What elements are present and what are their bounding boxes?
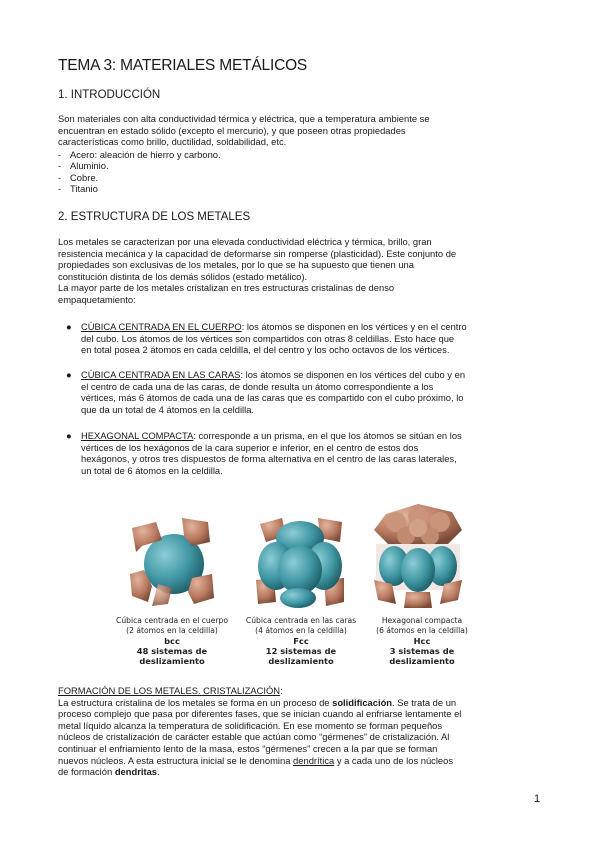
- bullet-fcc: ● CÚBICA CENTRADA EN LAS CARAS: los átomos se disponen en los vértices del cubo y en el centro de cada una de las caras, de donde resulta un átomo correspondiente a los vértices, más 6 átomos de cada una de las caras que es compartido con el cubo próximo, lo que da un total de 4 átomos en la celdilla.: [66, 369, 466, 415]
- crystallization-section: FORMACIÓN DE LOS METALES. CRISTALIZACIÓN: La estructura cristalina de los metales se forma en un proceso de solidificación. Se trata de un proceso complejo que pasa por diferentes fases, que se inician cuando al enfriarse lentamente el metal líquido alcanza la temperatura de solidificación. En ese momento se forman pequeños núcleos de cristalización de carácter estable que actúan como “gérmenes” de cristalización. Al continuar el enfriamiento lento de la masa, estos “gérmenes” crecen a la par que se forman nuevos núcleos. A esta estructura inicial se le denomina dendrítica y a cada uno de los núcleos de formación dendritas.: [58, 685, 540, 778]
- hcp-unit-cell-image: [366, 500, 470, 612]
- structure-paragraph: Los metales se caracterizan por una elevada conductividad eléctrica y térmica, brillo, gran resistencia mecánica y la capacidad de deformarse sin romperse (plasticidad). Este conjunto de propiedades son exclusivas de los metales, por lo que se ha supuesto que tienen una constitución distinta de los demás sólidos (estado metálico). La mayor parte de los metales cristalizan en tres estructuras cristalinas de denso empaquetamiento:: [58, 236, 457, 305]
- intro-paragraph: Son materiales con alta conductividad térmica y eléctrica, que a temperatura ambiente se encuentran en estado sólido (excepto el mercurio), y que poseen otras propiedades características como brillo, ductilidad, soldabilidad, etc.: [58, 113, 430, 148]
- metal-examples-list: [58, 149, 221, 194]
- section-heading-cristalizacion: FORMACIÓN DE LOS METALES. CRISTALIZACIÓN:: [58, 685, 283, 696]
- bcc-unit-cell-image: [122, 512, 222, 612]
- fcc-caption: Cúbica centrada en las caras (4 átomos en la celdilla) Fcc 12 sistemas de deslizamiento: [245, 616, 357, 666]
- bullet-hcp: ● HEXAGONAL COMPACTA: corresponde a un prisma, en el que los átomos se sitúan en los vértices de los hexágonos de la cara superior e inferior, en el centro de estos dos hexágonos, y otros tres dispuestos de forma alternativa en el centro de las caras laterales, un total de 6 átomos en la celdilla.: [66, 430, 462, 476]
- page-number: 1: [534, 793, 541, 805]
- bullet-dot-icon: ●: [66, 430, 72, 441]
- list-item: - Acero: aleación de hierro y carbono.: [58, 149, 221, 160]
- fcc-unit-cell-image: [248, 512, 353, 612]
- list-item: - Cobre.: [58, 172, 221, 183]
- page-title: TEMA 3: MATERIALES METÁLICOS: [58, 57, 308, 74]
- bullet-bcc: ● CÚBICA CENTRADA EN EL CUERPO: los átomos se disponen en los vértices y en el centro del cubo. Los átomos de los vértices son compartidos con otras 8 celdillas. Esto hace que en total posea 2 átomos en cada celdilla, el del centro y los ocho octavos de los vértices.: [66, 321, 467, 356]
- list-item: - Aluminio.: [58, 160, 221, 171]
- bcc-caption: Cúbica centrada en el cuerpo (2 átomos en la celdilla) bcc 48 sistemas de deslizamiento: [116, 616, 228, 666]
- section-heading-introduccion: 1. INTRODUCCIÓN: [58, 89, 161, 101]
- list-item: - Titanio: [58, 183, 221, 194]
- section-heading-estructura: 2. ESTRUCTURA DE LOS METALES: [58, 211, 251, 223]
- bullet-dot-icon: ●: [66, 369, 72, 380]
- hcp-caption: Hexagonal compacta (6 átomos en la celdilla) Hcc 3 sistemas de deslizamiento: [376, 616, 468, 666]
- bullet-dot-icon: ●: [66, 321, 72, 332]
